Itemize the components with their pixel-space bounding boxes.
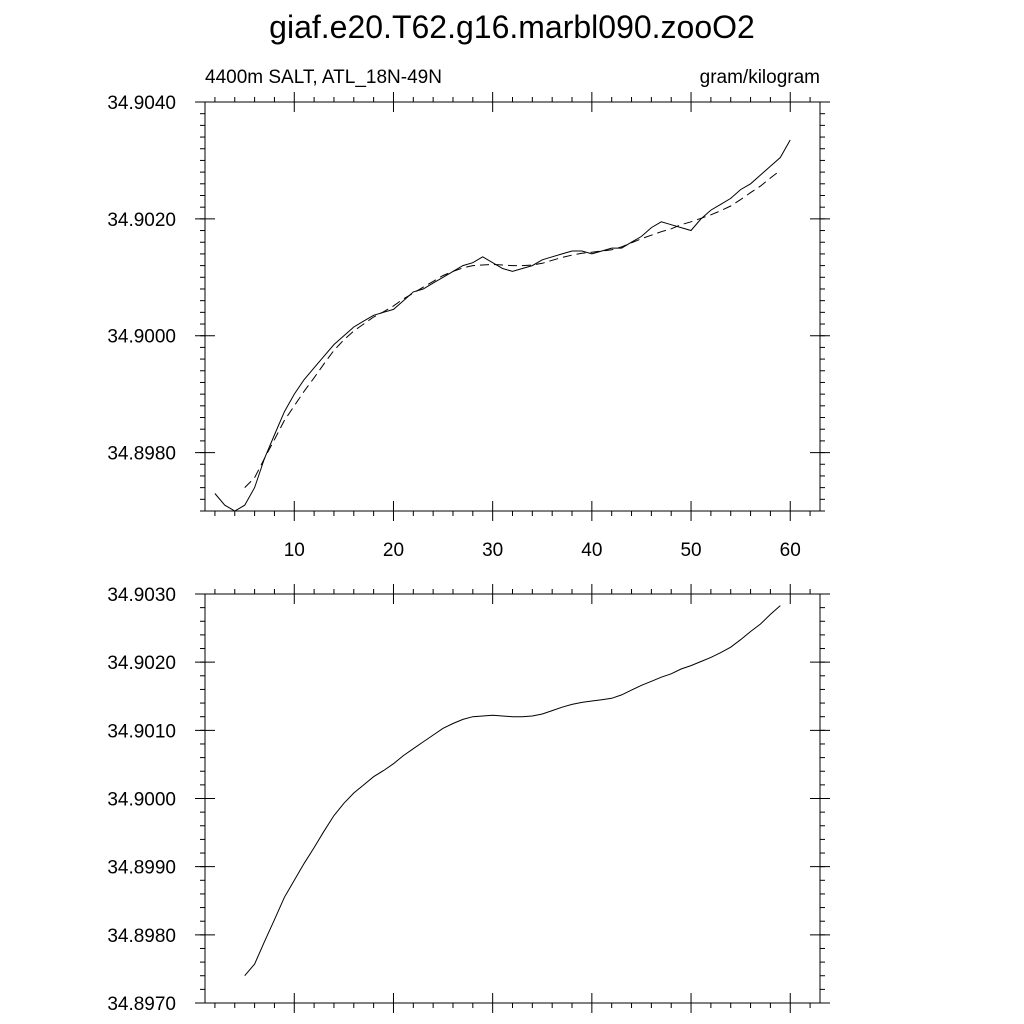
panel-2-series-1-line	[245, 606, 781, 976]
panel-2-y-tick-label: 34.9020	[107, 653, 176, 675]
panel-2-y-tick-label: 34.9010	[107, 721, 176, 743]
panel-2-y-tick-label: 34.8990	[107, 857, 176, 879]
figure-title: giaf.e20.T62.g16.marbl090.zooO2	[269, 9, 755, 45]
panel-1-y-tick-label: 34.9020	[107, 209, 176, 231]
panel-2-y-tick-label: 34.8970	[107, 994, 176, 1015]
panel-1-frame	[205, 102, 820, 511]
panel-1-y-tick-label: 34.8980	[107, 443, 176, 465]
panel-1-series-1-line	[215, 140, 790, 511]
panel-1-left-label: 4400m SALT, ATL_18N-49N	[205, 67, 442, 88]
panel-1-x-tick-label: 60	[779, 540, 801, 561]
panel-2-y-tick-label: 34.9000	[107, 789, 176, 811]
panel-2-y-tick-label: 34.8980	[107, 925, 176, 947]
panel-1-series-2-line	[245, 170, 781, 487]
panel-1-x-tick-label: 40	[581, 540, 603, 561]
panel-2-y-tick-label: 34.9030	[107, 585, 176, 606]
panel-1-x-tick-label: 10	[283, 540, 305, 561]
panel-1-right-label: gram/kilogram	[699, 67, 820, 88]
panel-2-lower-chart	[107, 584, 830, 1015]
panel-1-y-tick-label: 34.9040	[107, 93, 176, 114]
panel-1-x-tick-label: 30	[482, 540, 504, 561]
panel-1-x-tick-label: 20	[382, 540, 405, 561]
panel-2-frame	[205, 594, 820, 1003]
panel-1-upper-chart	[107, 92, 830, 561]
panel-1-y-tick-label: 34.9000	[107, 326, 176, 348]
panel-1-x-tick-label: 50	[680, 540, 702, 561]
